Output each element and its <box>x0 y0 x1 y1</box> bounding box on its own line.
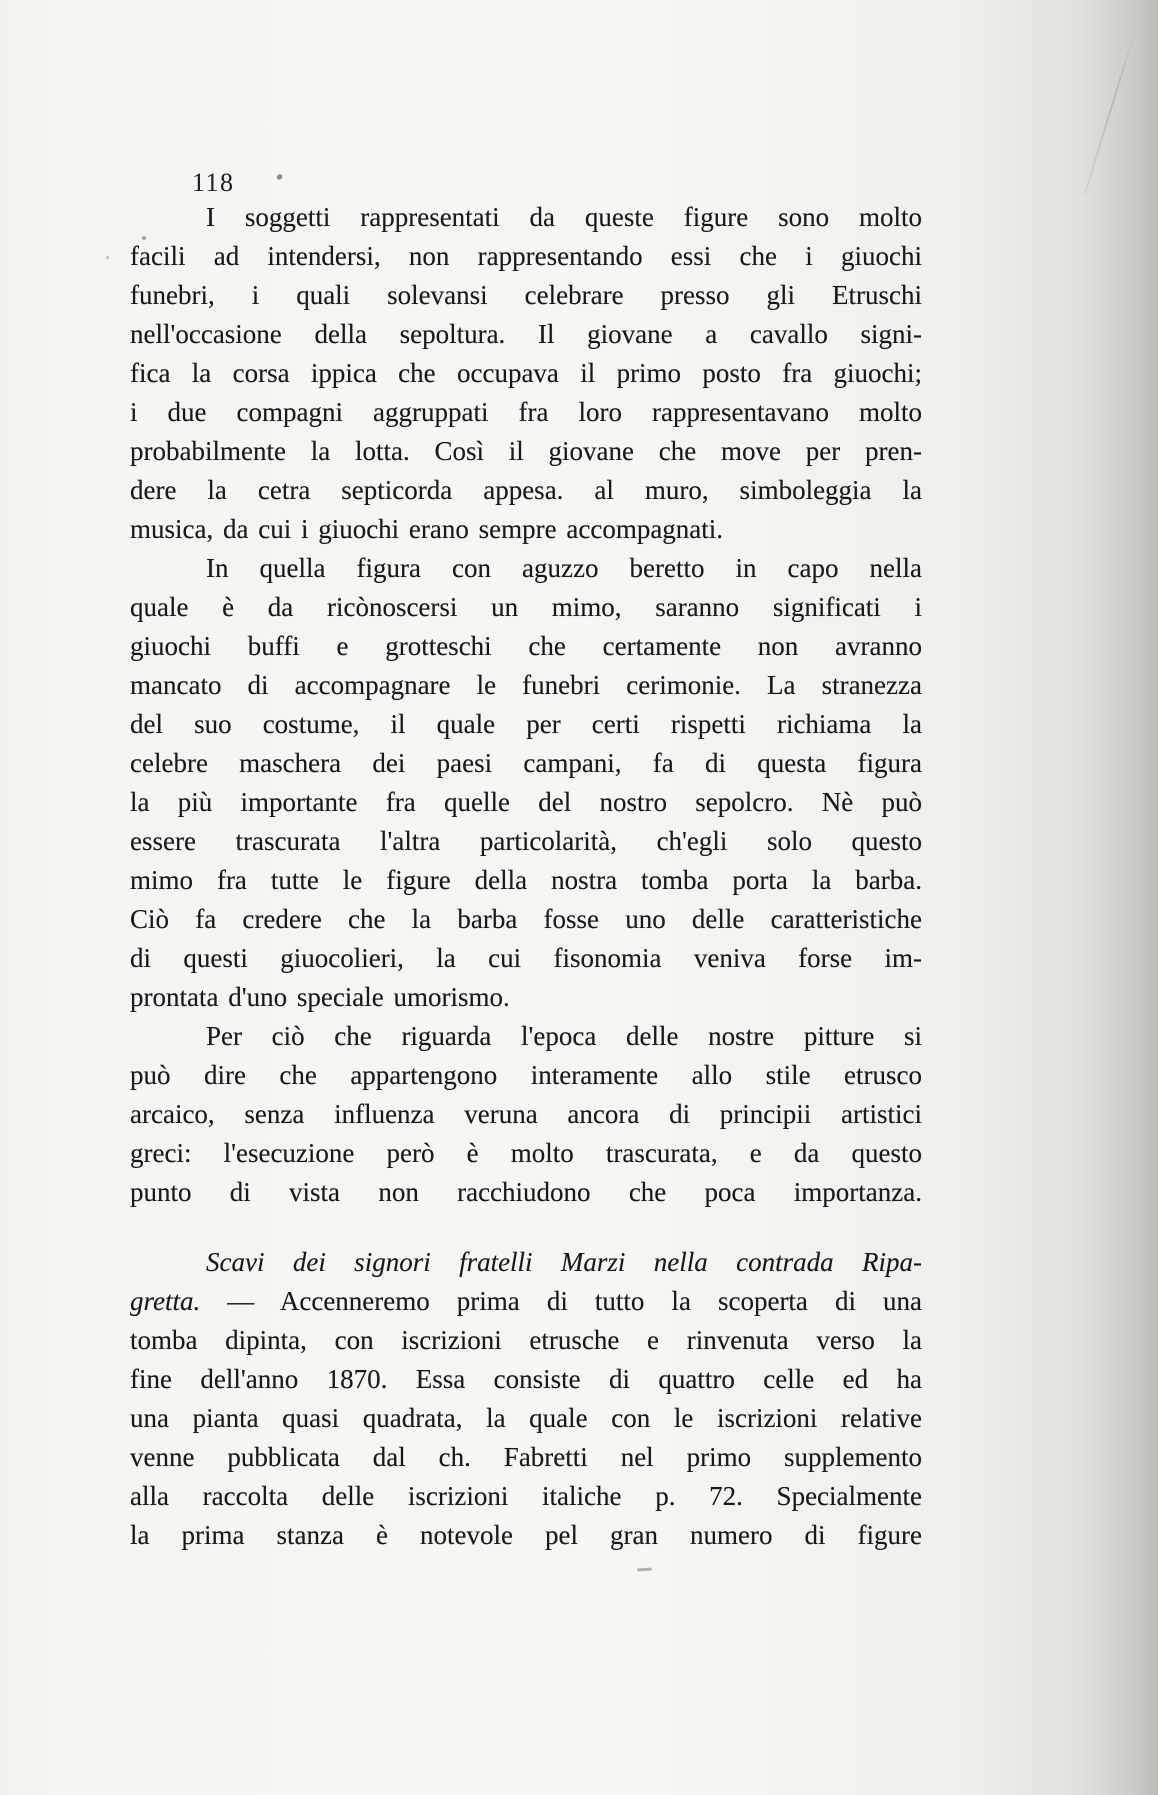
text-line: alla raccolta delle iscrizioni italiche p. 72. Specialmente <box>130 1481 922 1511</box>
text-line: mimo fra tutte le figure della nostra tomba porta la barba. <box>130 865 922 895</box>
paper-crease <box>1084 29 1136 194</box>
page-number: 118 <box>192 168 235 197</box>
text-line: del suo costume, il quale per certi rispetti richiama la <box>130 709 922 739</box>
text-line: di questi giuocolieri, la cui fisonomia veniva forse im- <box>130 943 922 973</box>
text-run: — Accenneremo prima di tutto la scoperta di una <box>200 1286 922 1316</box>
text-line: arcaico, senza influenza veruna ancora di principii artistici <box>130 1099 922 1129</box>
text-line: probabilmente la lotta. Così il giovane che move per pren- <box>130 436 922 466</box>
text-line: I soggetti rappresentati da queste figure sono molto <box>206 202 922 232</box>
paragraph-2 <box>130 549 922 1017</box>
text-line: facili ad intendersi, non rappresentando essi che i giuochi <box>130 241 922 271</box>
section-heading-continuation: gretta. <box>130 1286 201 1316</box>
text-line: quale è da ricònoscersi un mimo, saranno significati i <box>130 592 922 622</box>
text-line: i due compagni aggruppati fra loro rappresentavano molto <box>130 397 922 427</box>
text-line: mancato di accompagnare le funebri cerimonie. La stranezza <box>130 670 922 700</box>
text-line: fica la corsa ippica che occupava il primo posto fra giuochi; <box>130 358 922 388</box>
text-block <box>130 198 922 1555</box>
text-line: fine dell'anno 1870. Essa consiste di quattro celle ed ha <box>130 1364 922 1394</box>
text-line: musica, da cui i giuochi erano sempre accompagnati. <box>130 514 724 544</box>
text-line: tomba dipinta, con iscrizioni etrusche e rinvenuta verso la <box>130 1325 922 1355</box>
ink-speck <box>106 256 109 259</box>
text-line: prontata d'uno speciale umorismo. <box>130 982 510 1012</box>
text-line <box>130 1282 922 1321</box>
text-line: la più importante fra quelle del nostro sepolcro. Nè può <box>130 787 922 817</box>
text-line: venne pubblicata dal ch. Fabretti nel primo supplemento <box>130 1442 922 1472</box>
text-line: una pianta quasi quadrata, la quale con le iscrizioni relative <box>130 1403 922 1433</box>
text-line: giuochi buffi e grotteschi che certamente non avranno <box>130 631 922 661</box>
text-line: dere la cetra septicorda appesa. al muro, simboleggia la <box>130 475 922 505</box>
text-line: punto di vista non racchiudono che poca importanza. <box>130 1177 922 1207</box>
text-line: greci: l'esecuzione però è molto trascurata, e da questo <box>130 1138 922 1168</box>
text-line: la prima stanza è notevole pel gran numero di figure <box>130 1520 922 1550</box>
paragraph-4-scavi <box>130 1243 922 1555</box>
paragraph-3 <box>130 1017 922 1212</box>
stray-mark <box>637 1567 652 1571</box>
ink-speck <box>276 173 284 181</box>
text-line: Per ciò che riguarda l'epoca delle nostre pitture si <box>206 1021 922 1051</box>
text-line: In quella figura con aguzzo beretto in capo nella <box>206 553 922 583</box>
text-line: celebre maschera dei paesi campani, fa di questa figura <box>130 748 922 778</box>
text-line: essere trascurata l'altra particolarità, ch'egli solo questo <box>130 826 922 856</box>
text-line: nell'occasione della sepoltura. Il giovane a cavallo signi- <box>130 319 922 349</box>
paragraph-1 <box>130 198 922 549</box>
section-heading-line: Scavi dei signori fratelli Marzi nella contrada Ripa- <box>206 1247 922 1277</box>
text-line: funebri, i quali solevansi celebrare presso gli Etruschi <box>130 280 922 310</box>
text-line: può dire che appartengono interamente allo stile etrusco <box>130 1060 922 1090</box>
text-line: Ciò fa credere che la barba fosse uno delle caratteristiche <box>130 904 922 934</box>
